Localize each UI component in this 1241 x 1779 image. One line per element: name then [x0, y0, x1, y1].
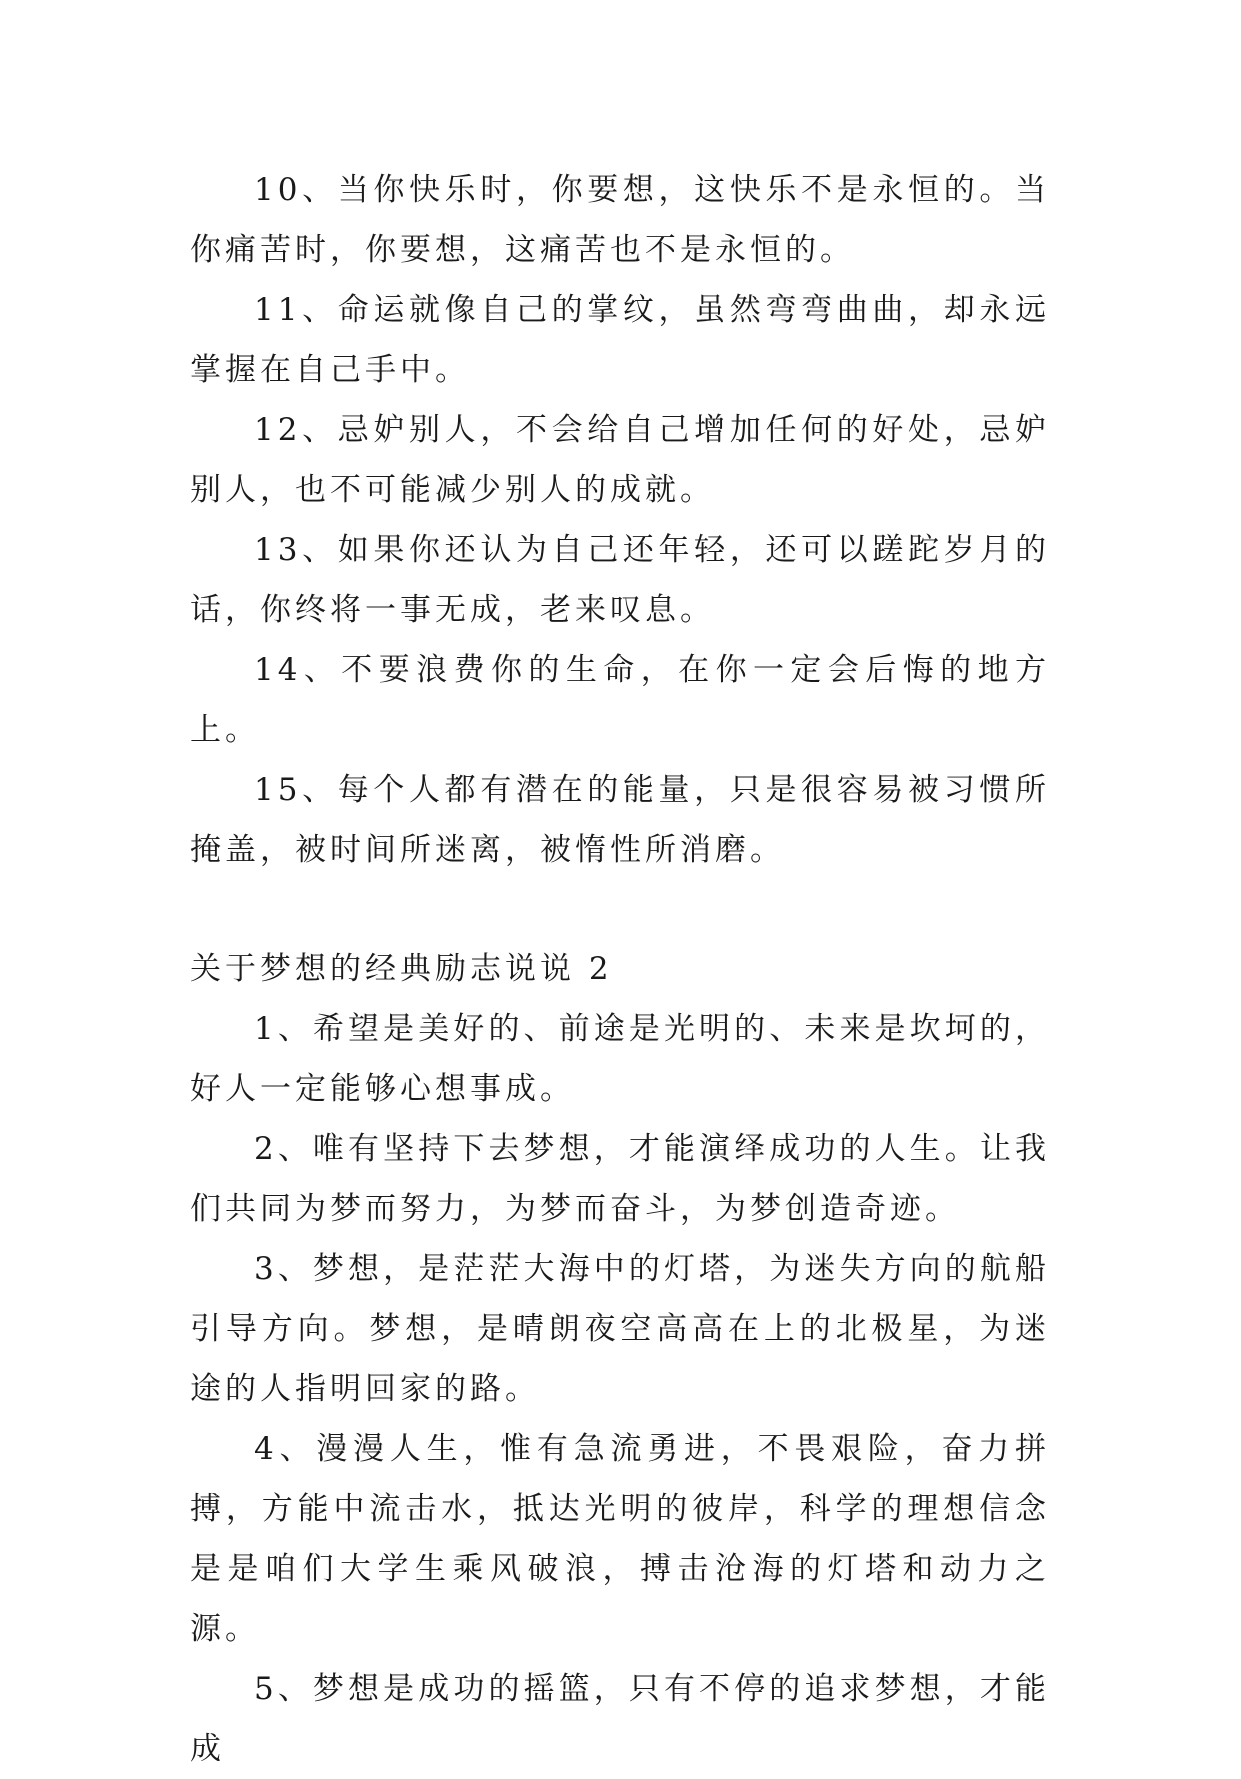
- paragraph-item-3: 3、梦想，是茫茫大海中的灯塔，为迷失方向的航船引导方向。梦想，是晴朗夜空高高在上的北极星，为迷途的人指明回家的路。: [190, 1251, 1050, 1407]
- paragraph-item-15: 15、每个人都有潜在的能量，只是很容易被习惯所掩盖，被时间所迷离，被惰性所消磨。: [190, 772, 1050, 868]
- paragraph-item-4: 4、漫漫人生，惟有急流勇进，不畏艰险，奋力拼搏，方能中流击水，抵达光明的彼岸，科学的理想信念是是咱们大学生乘风破浪，搏击沧海的灯塔和动力之源。: [190, 1431, 1050, 1647]
- section-heading: 关于梦想的经典励志说说 2: [190, 951, 613, 987]
- paragraph-item-12: 12、忌妒别人，不会给自己增加任何的好处，忌妒别人，也不可能减少别人的成就。: [190, 412, 1050, 508]
- document-body: [190, 160, 1050, 1779]
- paragraph-item-2: 2、唯有坚持下去梦想，才能演绎成功的人生。让我们共同为梦而努力，为梦而奋斗，为梦创造奇迹。: [190, 1131, 1050, 1227]
- paragraph-item-14: 14、不要浪费你的生命，在你一定会后悔的地方上。: [190, 652, 1050, 748]
- paragraph-item-1: 1、希望是美好的、前途是光明的、未来是坎坷的，好人一定能够心想事成。: [190, 1011, 1050, 1107]
- paragraph-item-11: 11、命运就像自己的掌纹，虽然弯弯曲曲，却永远掌握在自己手中。: [190, 292, 1050, 388]
- paragraph-item-13: 13、如果你还认为自己还年轻，还可以蹉跎岁月的话，你终将一事无成，老来叹息。: [190, 532, 1050, 628]
- paragraph-item-5: 5、梦想是成功的摇篮，只有不停的追求梦想，才能成: [190, 1671, 1050, 1767]
- paragraph-item-10: 10、当你快乐时，你要想，这快乐不是永恒的。当你痛苦时，你要想，这痛苦也不是永恒的。: [190, 172, 1050, 268]
